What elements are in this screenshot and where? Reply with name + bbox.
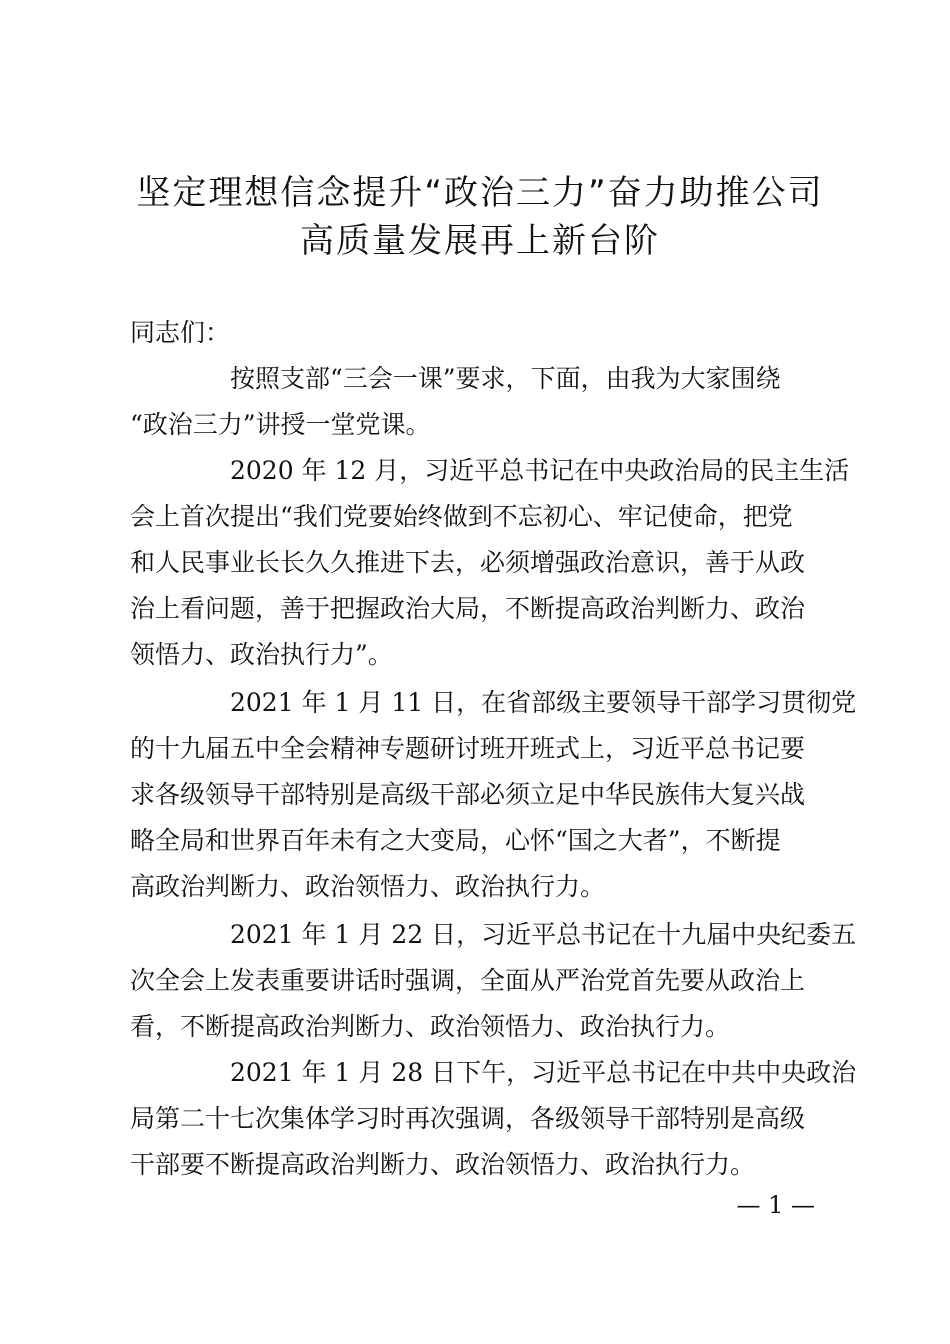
paragraph-3-line-2: 的十九届五中全会精神专题研讨班开班式上，习近平总书记要 [130,734,806,763]
paragraph-5-line-1: 2021 年 1 月 28 日下午，习近平总书记在中共中央政治 [230,1058,857,1087]
paragraph-2-line-1: 2020 年 12 月，习近平总书记在中央政治局的民主生活 [230,456,850,485]
document-title-line-1: 坚定理想信念提升“政治三力”奋力助推公司 [136,173,824,213]
paragraph-4-line-3: 看，不断提高政治判断力、政治领悟力、政治执行力。 [130,1012,731,1041]
paragraph-3-line-3: 求各级领导干部特别是高级干部必须立足中华民族伟大复兴战 [130,780,806,809]
paragraph-2-line-5: 领悟力、政治执行力”。 [130,640,393,669]
paragraph-2-line-4: 治上看问题，善于把握政治大局，不断提高政治判断力、政治 [130,594,806,623]
paragraph-2-line-3: 和人民事业长长久久推进下去，必须增强政治意识，善于从政 [130,548,806,577]
paragraph-5-line-3: 干部要不断提高政治判断力、政治领悟力、政治执行力。 [130,1150,756,1179]
paragraph-3-line-1: 2021 年 1 月 11 日，在省部级主要领导干部学习贯彻党 [230,688,857,717]
paragraph-2-line-2: 会上首次提出“我们党要始终做到不忘初心、牢记使命，把党 [130,502,793,531]
page-number: — 1 — [736,1191,815,1219]
paragraph-3-line-5: 高政治判断力、政治领悟力、政治执行力。 [130,872,606,901]
paragraph-1-line-1: 按照支部“三会一课”要求，下面，由我为大家围绕 [230,364,781,393]
document-title-line-2: 高质量发展再上新台阶 [300,221,660,261]
paragraph-4-line-2: 次全会上发表重要讲话时强调，全面从严治党首先要从政治上 [130,966,806,995]
paragraph-4-line-1: 2021 年 1 月 22 日，习近平总书记在十九届中央纪委五 [230,920,857,949]
salutation: 同志们： [130,318,231,347]
paragraph-5-line-2: 局第二十七次集体学习时再次强调，各级领导干部特别是高级 [130,1104,806,1133]
paragraph-1-line-2: “政治三力”讲授一堂党课。 [130,410,431,439]
paragraph-3-line-4: 略全局和世界百年未有之大变局，心怀“国之大者”，不断提 [130,826,781,855]
